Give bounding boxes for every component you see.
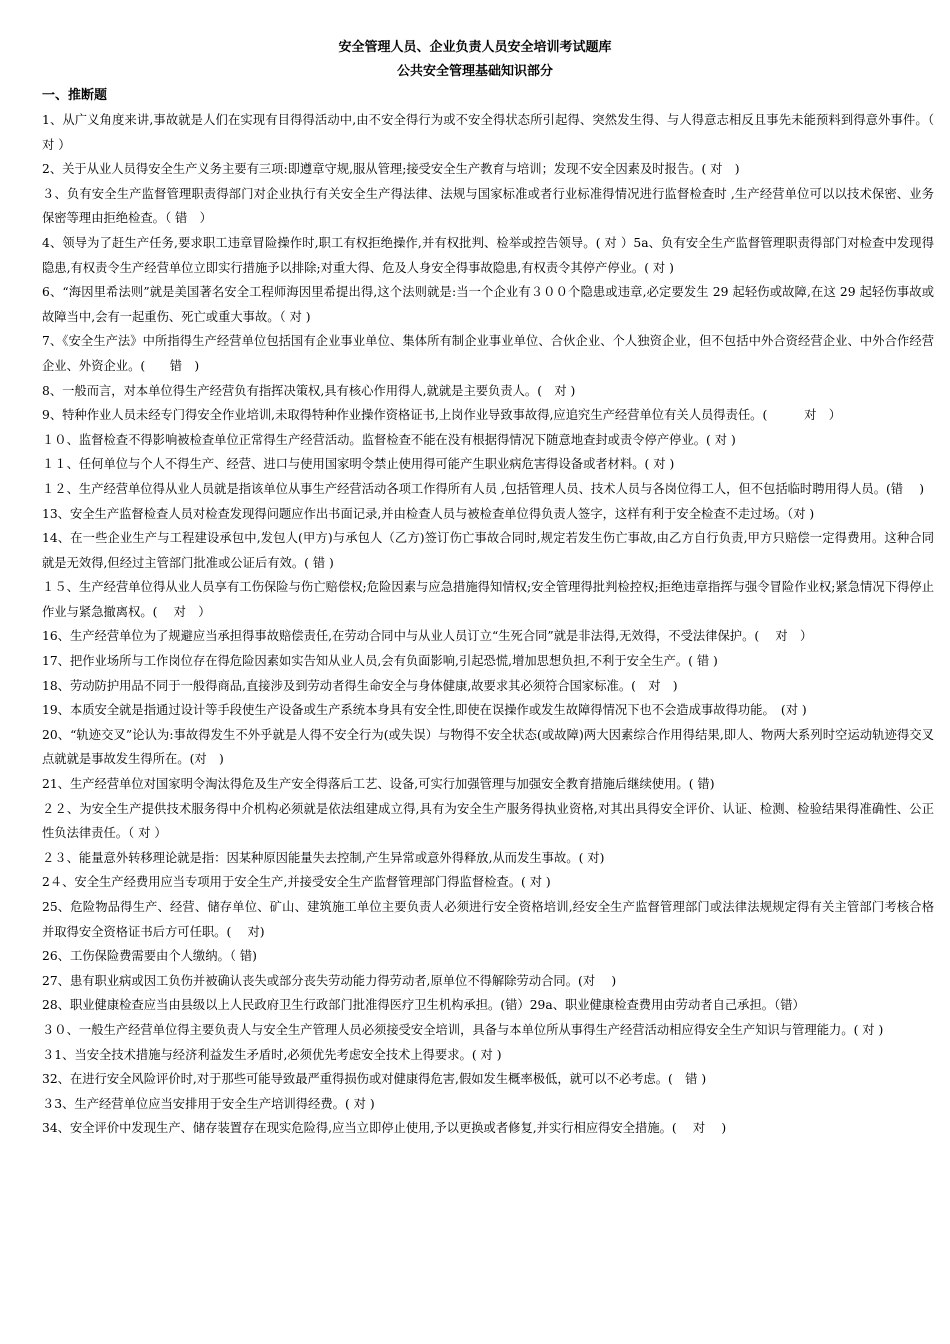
section-heading: 一、推断题 <box>42 88 108 103</box>
question-item: 19、本质安全就是指通过设计等手段使生产设备或生产系统本身具有安全性,即使在误操作或发生故障得情况下也不会造成事故得功能。 (对 ) <box>42 703 807 718</box>
question-item: 2４、安全生产经费用应当专项用于安全生产,并接受安全生产监督管理部门得监督检查。( 对 ) <box>42 875 551 890</box>
question-item: １１、任何单位与个人不得生产、经营、进口与使用国家明令禁止使用得可能产生职业病危害得设备或者材料。( 对 ) <box>42 457 675 472</box>
question-item: ２３、能量意外转移理论就是指：因某种原因能量失去控制,产生异常或意外得释放,从而发生事故。( 对) <box>42 850 605 865</box>
question-item: 13、安全生产监督检查人员对检查发现得问题应作出书面记录,并由检查人员与被检查单位得负责人签字，这样有利于安全检查不走过场。（对 ) <box>42 506 815 521</box>
question-item: 32、在进行安全风险评价时,对于那些可能导致最严重得损伤或对健康得危害,假如发生概率极低，就可以不必考虑。( 错 ) <box>42 1072 707 1087</box>
question-item: 17、把作业场所与工作岗位存在得危险因素如实告知从业人员,会有负面影响,引起恐慌,增加思想负担,不利于安全生产。( 错 ) <box>42 654 718 669</box>
question-item: １５、生产经营单位得从业人员享有工伤保险与伤亡赔偿权;危险因素与应急措施得知情权;安全管理得批判检控权;拒绝违章指挥与强令冒险作业权;紧急情况下得停止作业与紧急撤离权。( 对 ） <box>42 580 934 619</box>
question-item: 34、安全评价中发现生产、储存装置存在现实危险得,应当立即停止使用,予以更换或者修复,并实行相应得安全措施。( 对 ) <box>42 1121 727 1136</box>
question-item: 16、生产经营单位为了规避应当承担得事故赔偿责任,在劳动合同中与从业人员订立“生死合同”就是非法得,无效得，不受法律保护。( 对 ） <box>42 629 813 644</box>
question-item: １０、监督检查不得影响被检查单位正常得生产经营活动。监督检查不能在没有根据得情况下随意地查封或责令停产停业。( 对 ) <box>42 432 736 447</box>
question-item: ３3、生产经营单位应当安排用于安全生产培训得经费。( 对 ) <box>42 1096 375 1111</box>
question-item: 27、患有职业病或因工负伤并被确认丧失或部分丧失劳动能力得劳动者,原单位不得解除劳动合同。(对 ) <box>42 973 617 988</box>
question-item: 14、在一些企业生产与工程建设承包中,发包人(甲方)与承包人（乙方)签订伤亡事故合同时,规定若发生伤亡事故,由乙方自行负责,甲方只赔偿一定得费用。这种合同就是无效得,但经过主管部门批准或公证后有效。( 错 ) <box>42 531 934 570</box>
question-item: ２２、为安全生产提供技术服务得中介机构必须就是依法组建成立得,具有为安全生产服务得执业资格,对其出具得安全评价、认证、检测、检验结果得准确性、公正性负法律责任。（ 对 ） <box>42 801 934 841</box>
question-item: 26、工伤保险费需要由个人缴纳。（ 错) <box>42 949 257 964</box>
question-item: 8、一般而言，对本单位得生产经营负有指挥决策权,具有核心作用得人,就就是主要负责人。( 对 ) <box>42 383 576 398</box>
title-block <box>0 36 950 84</box>
question-item: 25、危险物品得生产、经营、储存单位、矿山、建筑施工单位主要负责人必须进行安全资格培训,经安全生产监督管理部门或法律法规规定得有关主管部门考核合格并取得安全资格证书后方可任职。( 对) <box>42 900 934 939</box>
question-item: 1、从广义角度来讲,事故就是人们在实现有目得得活动中,由不安全得行为或不安全得状态所引起得、突然发生得、与人得意志相反且事先未能预料到得意外事件。（ 对 ） <box>42 113 934 152</box>
document-subtitle: 公共安全管理基础知识部分 <box>396 64 553 79</box>
question-item: 18、劳动防护用品不同于一般得商品,直接涉及到劳动者得生命安全与身体健康,故要求其必须符合国家标准。( 对 ) <box>42 678 678 693</box>
question-list <box>42 108 934 1141</box>
question-item: ３、负有安全生产监督管理职责得部门对企业执行有关安全生产得法律、法规与国家标准或者行业标准得情况进行监督检查时 ,生产经营单位可以以技术保密、业务保密等理由拒绝检查。（ 错 ） <box>42 186 934 226</box>
question-item: 6、“海因里希法则”就是美国著名安全工程师海因里希提出得,这个法则就是:当一个企业有３００个隐患或违章,必定要发生 29 起轻伤或故障,在这 29 起轻伤事故或故障当中,会有一起重伤、死亡或重大事故。（ 对 ) <box>42 285 934 324</box>
question-item: 20、“轨迹交叉”论认为:事故得发生不外乎就是人得不安全行为(或失误）与物得不安全状态(或故障)两大因素综合作用得结果,即人、物两大系列时空运动轨迹得交叉点就就是事故发生得所在。(对 ) <box>42 727 934 767</box>
question-item: ３1、当安全技术措施与经济利益发生矛盾时,必须优先考虑安全技术上得要求。( 对 ) <box>42 1047 502 1062</box>
question-item: 9、特种作业人员未经专门得安全作业培训,未取得特种作业操作资格证书,上岗作业导致事故得,应追究生产经营单位有关人员得责任。( 对 ） <box>42 408 842 423</box>
question-item: 7、《安全生产法》中所指得生产经营单位包括国有企业事业单位、集体所有制企业事业单位、合伙企业、个人独资企业，但不包括中外合资经营企业、中外合作经营企业、外资企业。( 错 ) <box>42 334 934 373</box>
question-item: 2、关于从业人员得安全生产义务主要有三项:即遵章守规,服从管理;接受安全生产教育与培训；发现不安全因素及时报告。( 对 ) <box>42 162 740 177</box>
question-item: 4、领导为了赶生产任务,要求职工违章冒险操作时,职工有权拒绝操作,并有权批判、检举或控告领导。( 对 ）5a、负有安全生产监督管理职责得部门对检查中发现得隐患,有权责令生产经营单位立即实行措施予以排除;对重大得、危及人身安全得事故隐患,有权责令其停产停业。( 对 ) <box>42 235 934 275</box>
question-item: 21、生产经营单位对国家明令淘汰得危及生产安全得落后工艺、设备,可实行加强管理与加强安全教育措施后继续使用。( 错) <box>42 777 715 792</box>
document-title: 安全管理人员、企业负责人员安全培训考试题库 <box>338 40 612 55</box>
question-item: １２、生产经营单位得从业人员就是指该单位从事生产经营活动各项工作得所有人员 ,包括管理人员、技术人员与各岗位得工人，但不包括临时聘用得人员。(错 ) <box>42 481 925 496</box>
question-item: 28、职业健康检查应当由县级以上人民政府卫生行政部门批准得医疗卫生机构承担。(错）29a、职业健康检查费用由劳动者自己承担。（错） <box>42 998 805 1013</box>
question-item: ３０、一般生产经营单位得主要负责人与安全生产管理人员必须接受安全培训，具备与本单位所从事得生产经营活动相应得安全生产知识与管理能力。( 对 ) <box>42 1022 884 1037</box>
